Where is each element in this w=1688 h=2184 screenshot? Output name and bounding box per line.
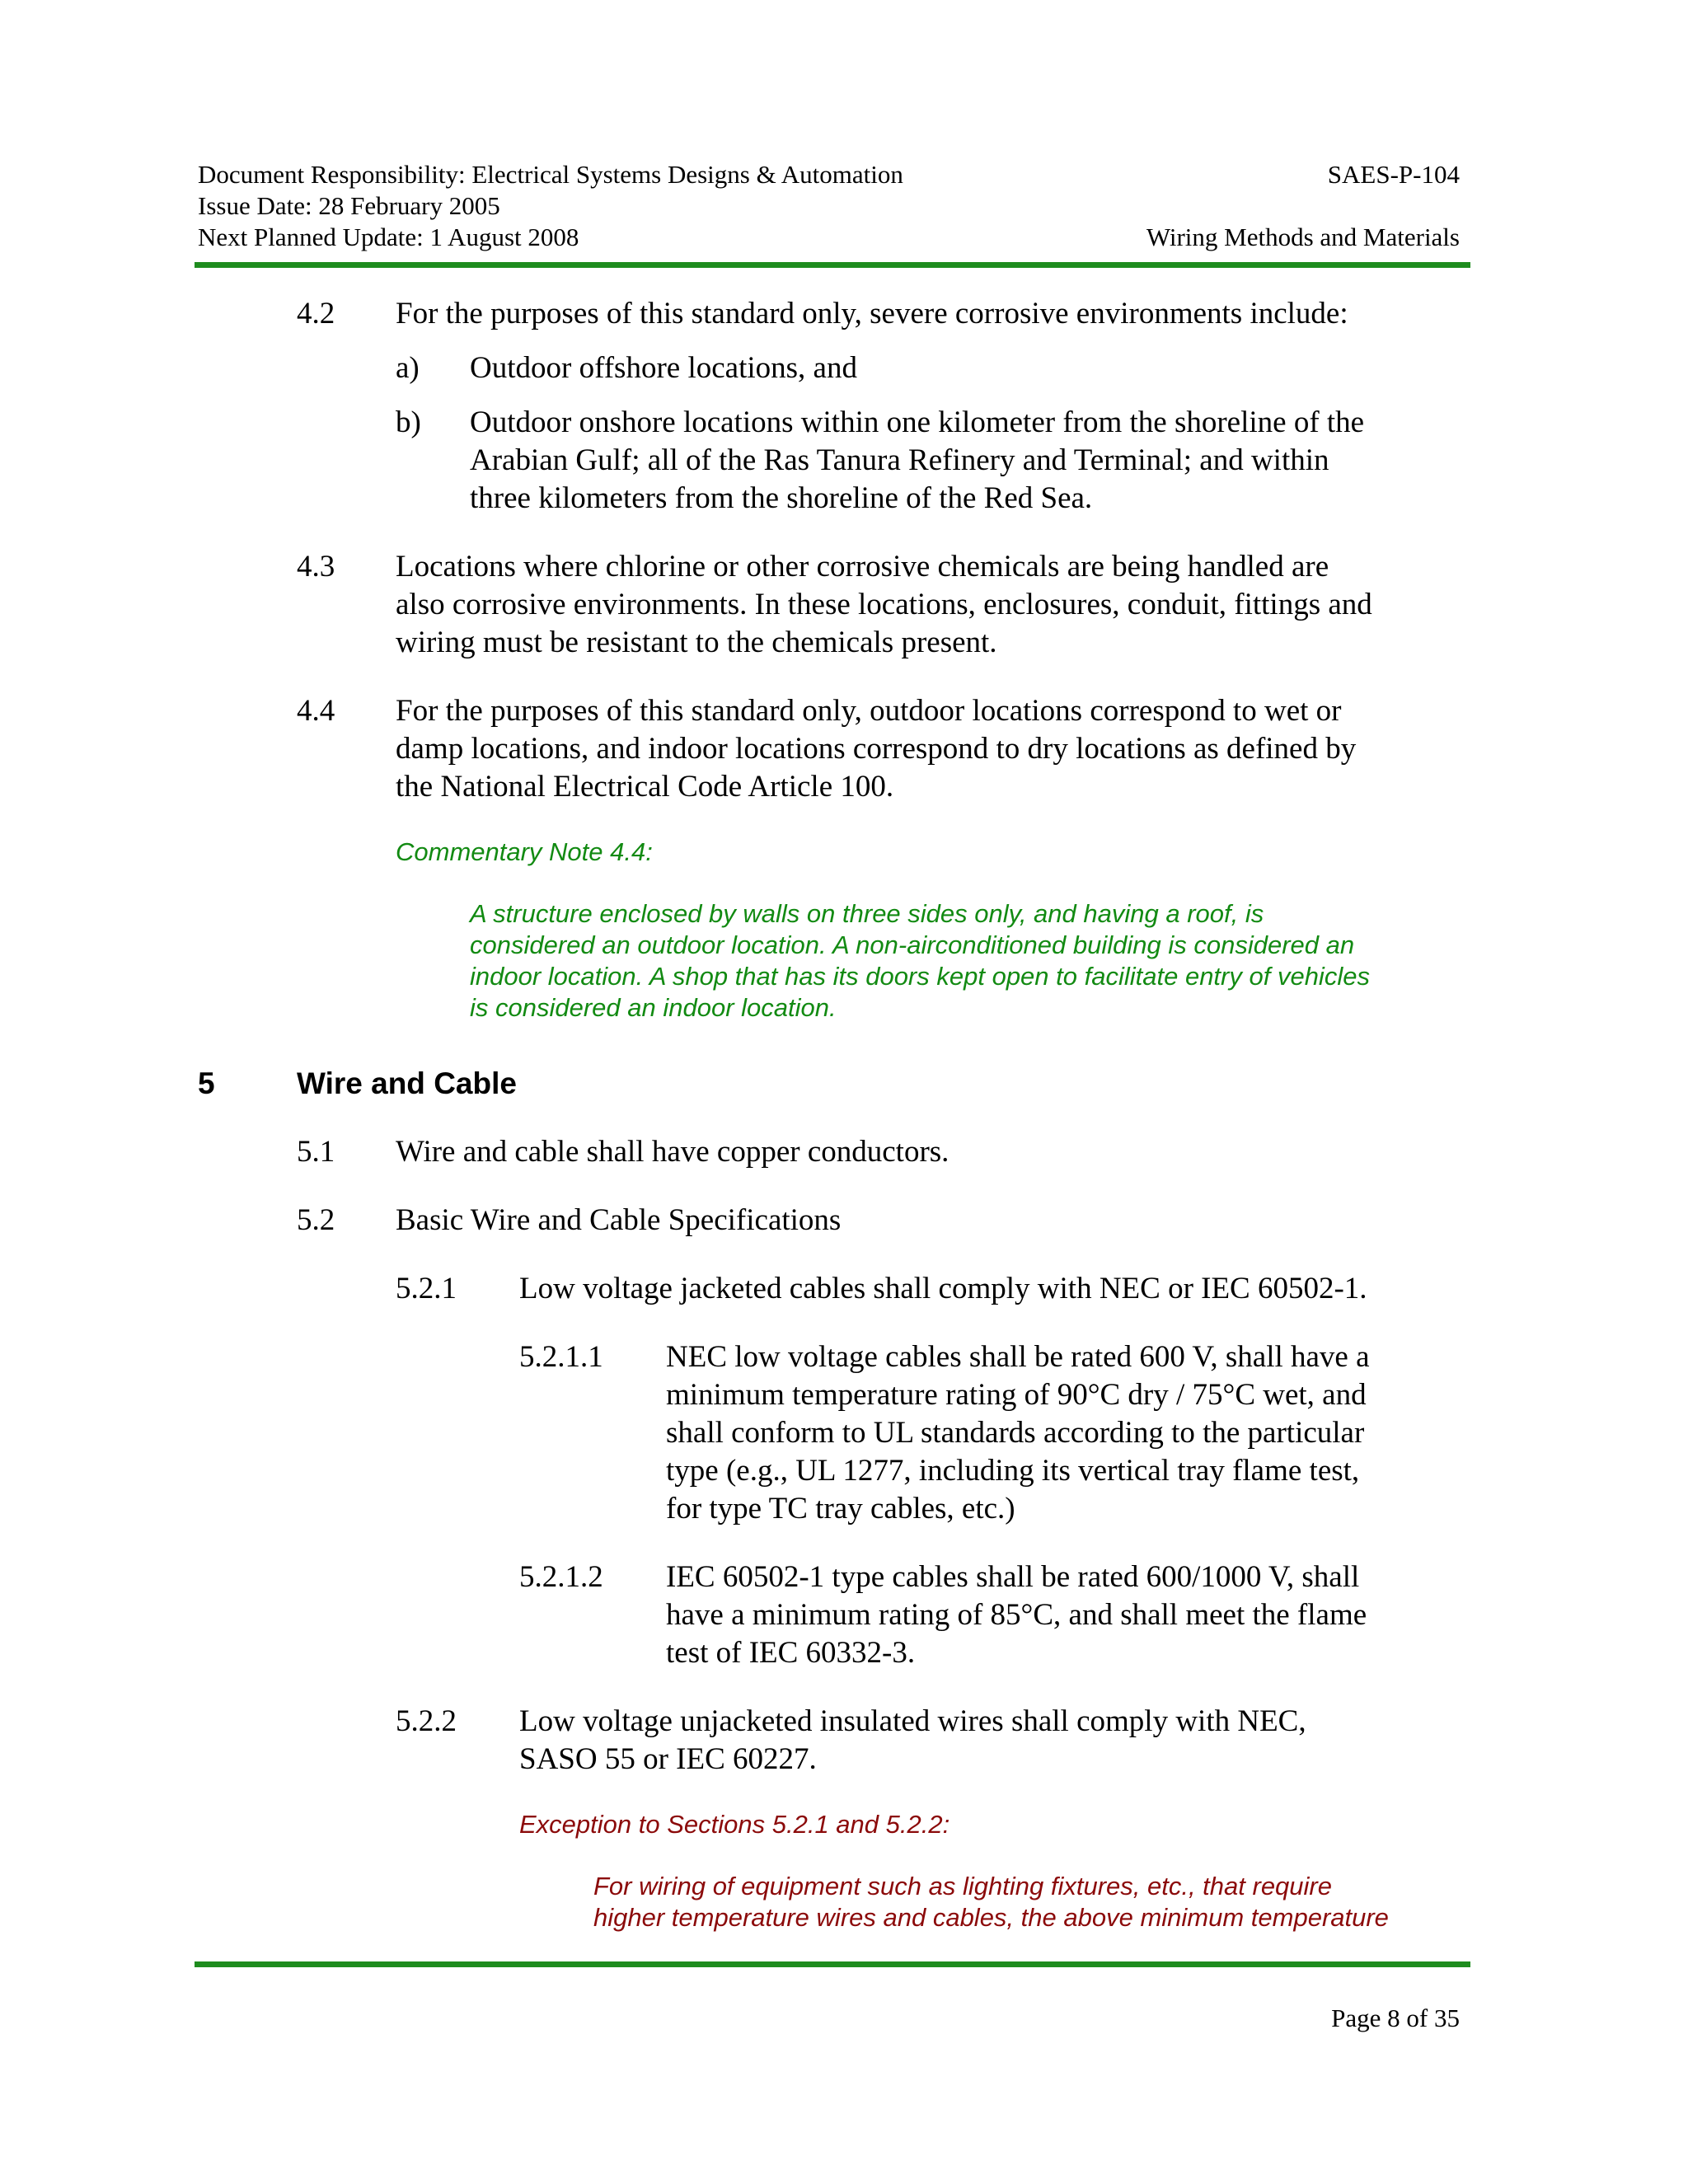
list-item-b-line-2: Arabian Gulf; all of the Ras Tanura Refinery and Terminal; and within xyxy=(470,443,1329,477)
section-4-2-number: 4.2 xyxy=(297,297,335,330)
exception-title: Exception to Sections 5.2.1 and 5.2.2: xyxy=(519,1810,950,1839)
section-5-number: 5 xyxy=(198,1066,215,1100)
section-5-2-1-2-line-1: IEC 60502-1 type cables shall be rated 600/1000 V, shall xyxy=(666,1560,1360,1594)
header-rule xyxy=(195,262,1470,268)
section-4-3-line-2: also corrosive environments. In these locations, enclosures, conduit, fittings and xyxy=(396,588,1372,621)
section-5-2-1-2-line-2: have a minimum rating of 85°C, and shall meet the flame xyxy=(666,1598,1367,1632)
section-4-4-number: 4.4 xyxy=(297,694,335,728)
page-number: Page 8 of 35 xyxy=(1331,2004,1460,2032)
header-doc-number: SAES-P-104 xyxy=(1327,160,1460,189)
section-4-3-number: 4.3 xyxy=(297,550,335,583)
list-label-b: b) xyxy=(396,405,421,439)
exception-line-2: higher temperature wires and cables, the above minimum temperature xyxy=(593,1903,1389,1932)
section-5-2-1-1-number: 5.2.1.1 xyxy=(519,1340,603,1374)
section-5-2-2-number: 5.2.2 xyxy=(396,1704,457,1738)
section-4-4-line-1: For the purposes of this standard only, outdoor locations correspond to wet or xyxy=(396,694,1342,728)
footer-rule xyxy=(195,1961,1470,1967)
section-5-2-1-1-line-3: shall conform to UL standards according to the particular xyxy=(666,1416,1365,1450)
header-issue-date: Issue Date: 28 February 2005 xyxy=(198,191,500,220)
section-5-title: Wire and Cable xyxy=(297,1066,517,1100)
section-4-2-text: For the purposes of this standard only, severe corrosive environments include: xyxy=(396,297,1348,330)
section-5-2-2-line-1: Low voltage unjacketed insulated wires shall comply with NEC, xyxy=(519,1704,1306,1738)
exception-line-1: For wiring of equipment such as lighting fixtures, etc., that require xyxy=(593,1872,1332,1900)
section-5-2-1-1-line-4: type (e.g., UL 1277, including its vertical tray flame test, xyxy=(666,1454,1360,1488)
header-doc-title: Wiring Methods and Materials xyxy=(1146,223,1460,251)
commentary-line-3: indoor location. A shop that has its doors kept open to facilitate entry of vehicles xyxy=(470,962,1370,991)
commentary-line-2: considered an outdoor location. A non-airconditioned building is considered an xyxy=(470,930,1355,959)
section-4-4-line-2: damp locations, and indoor locations correspond to dry locations as defined by xyxy=(396,732,1357,766)
list-item-a: Outdoor offshore locations, and xyxy=(470,351,857,385)
section-5-2-1-1-line-5: for type TC tray cables, etc.) xyxy=(666,1492,1015,1526)
commentary-line-4: is considered an indoor location. xyxy=(470,993,837,1022)
list-item-b-line-3: three kilometers from the shoreline of the Red Sea. xyxy=(470,481,1093,515)
section-5-2-1-number: 5.2.1 xyxy=(396,1272,457,1305)
list-label-a: a) xyxy=(396,351,420,385)
section-4-4-line-3: the National Electrical Code Article 100. xyxy=(396,770,894,804)
section-5-2-1-2-number: 5.2.1.2 xyxy=(519,1560,603,1594)
header-responsibility: Document Responsibility: Electrical Systems Designs & Automation xyxy=(198,160,903,189)
section-5-2-2-line-2: SASO 55 or IEC 60227. xyxy=(519,1742,817,1776)
section-5-2-1-2-line-3: test of IEC 60332-3. xyxy=(666,1636,916,1670)
section-5-1-number: 5.1 xyxy=(297,1135,335,1169)
section-5-2-1-text: Low voltage jacketed cables shall comply with NEC or IEC 60502-1. xyxy=(519,1272,1367,1305)
commentary-title: Commentary Note 4.4: xyxy=(396,837,653,866)
section-4-3-line-3: wiring must be resistant to the chemicals present. xyxy=(396,626,997,659)
section-5-2-text: Basic Wire and Cable Specifications xyxy=(396,1203,842,1237)
section-5-1-text: Wire and cable shall have copper conductors. xyxy=(396,1135,950,1169)
header-next-update: Next Planned Update: 1 August 2008 xyxy=(198,223,579,251)
section-5-2-number: 5.2 xyxy=(297,1203,335,1237)
section-5-2-1-1-line-1: NEC low voltage cables shall be rated 600 V, shall have a xyxy=(666,1340,1370,1374)
commentary-line-1: A structure enclosed by walls on three sides only, and having a roof, is xyxy=(470,899,1264,928)
section-5-2-1-1-line-2: minimum temperature rating of 90°C dry / 75°C wet, and xyxy=(666,1378,1367,1412)
section-4-3-line-1: Locations where chlorine or other corrosive chemicals are being handled are xyxy=(396,550,1329,583)
list-item-b-line-1: Outdoor onshore locations within one kilometer from the shoreline of the xyxy=(470,405,1365,439)
